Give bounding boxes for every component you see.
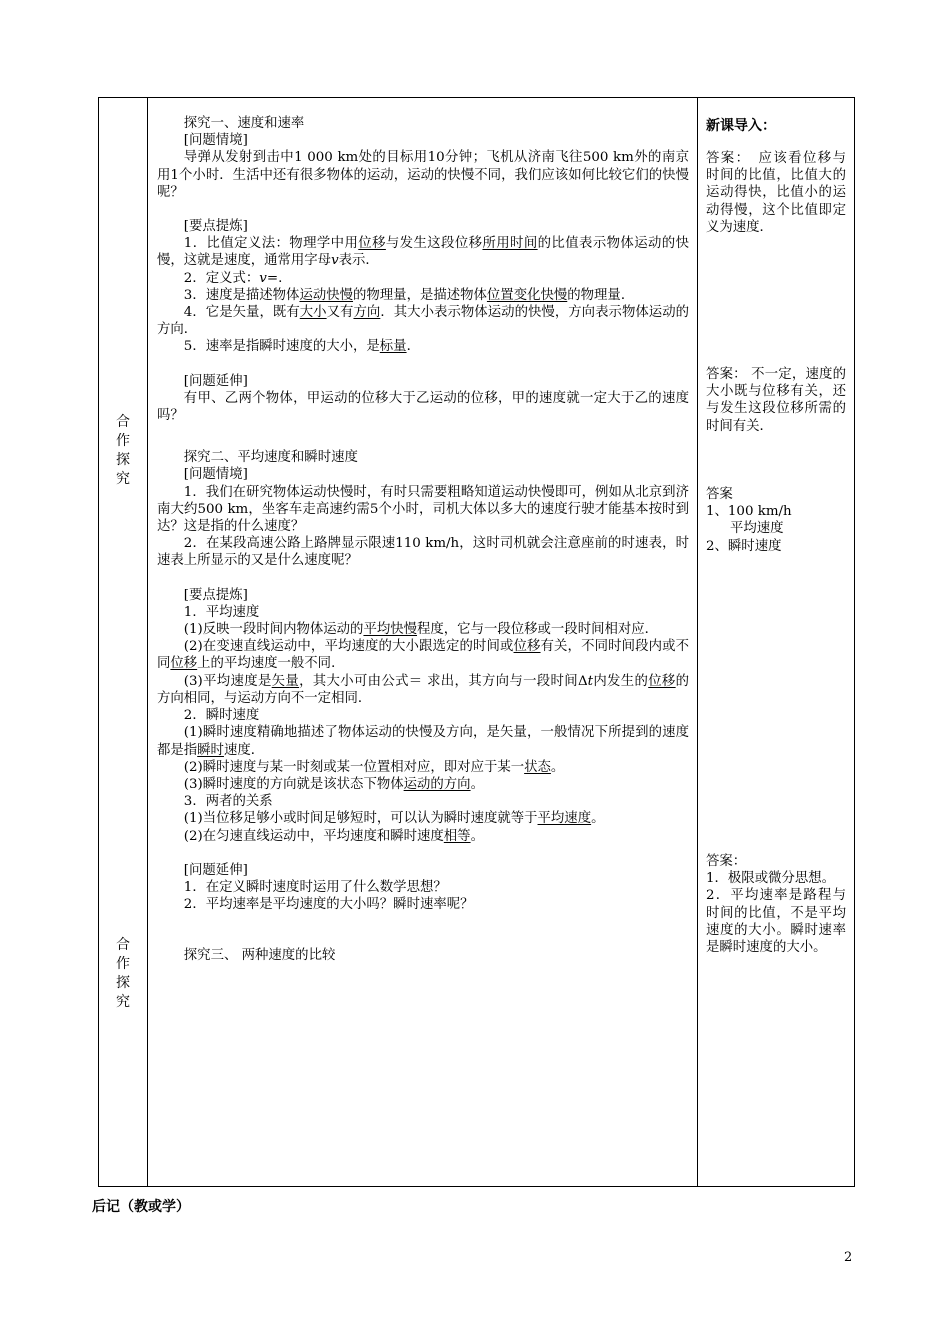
notes-intro: 新课导入： — [706, 118, 776, 134]
answer-4: 答案： 1．极限或微分思想。 2．平均速率是路程与时间的比值，不是平均速度的大小。瞬时速率是瞬时速度的大小。 — [706, 854, 846, 956]
paragraph: 1．我们在研究物体运动快慢时，有时只需要粗略知道运动快慢即可，例如从北京到济南大约500 km，坐客车走高速约需5个小时，司机大体以多大的速度行驶才能基本按时到达？这是指的什么速度？ — [157, 484, 689, 535]
subheading: [问题情境] — [183, 467, 248, 483]
section-title: 探究二、平均速度和瞬时速度 — [183, 450, 358, 466]
lesson-table — [98, 97, 855, 1187]
paragraph: 2．定义式：v=. — [183, 270, 283, 286]
paragraph: 导弹从发射到击中1 000 km处的目标用10分钟；飞机从济南飞往500 km外的南京用1个小时．生活中还有很多物体的运动，运动的快慢不同，我们应该如何比较它们的快慢呢？ — [157, 150, 689, 200]
paragraph: 4．它是矢量，既有大小又有方向．其大小表示物体运动的快慢，方向表示物体运动的方向． — [157, 305, 690, 338]
side-label-cooperative-inquiry: 合 作 探 究 — [116, 414, 130, 487]
section-title: 探究三、 两种速度的比较 — [183, 948, 336, 964]
postscript-label: 后记（教或学） — [92, 1199, 190, 1215]
page-number: 2 — [844, 1250, 853, 1265]
side-label-cooperative-inquiry-2: 合 作 探 究 — [116, 937, 130, 1010]
section-title: 探究一、速度和速率 — [183, 116, 305, 131]
paragraph: (3)瞬时速度的方向就是该状态下物体运动的方向。 — [183, 776, 484, 792]
paragraph: (1)当位移足够小或时间足够短时，可以认为瞬时速度就等于平均速度。 — [183, 811, 605, 827]
paragraph: 3．速度是描述物体运动快慢的物理量，是描述物体位置变化快慢的物理量． — [183, 287, 635, 303]
paragraph: (2)瞬时速度与某一时刻或某一位置相对应，即对应于某一状态。 — [183, 759, 565, 775]
column-divider — [697, 98, 698, 1186]
subheading: [要点提炼] — [183, 219, 248, 235]
paragraph: 5．速率是指瞬时速度的大小，是标量． — [183, 339, 420, 355]
subheading: [问题情境] — [183, 133, 248, 149]
paragraph: 有甲、乙两个物体，甲运动的位移大于乙运动的位移，甲的速度就一定大于乙的速度吗？ — [157, 390, 689, 424]
paragraph: (2)在匀速直线运动中，平均速度和瞬时速度相等。 — [183, 828, 484, 844]
paragraph: 2．平均速率是平均速度的大小吗？瞬时速率呢？ — [183, 897, 474, 913]
paragraph: (2)在变速直线运动中，平均速度的大小跟选定的时间或位移有关，不同时间段内或不同位移上的平均速度一般不同． — [157, 639, 690, 672]
answer-1: 答案： 应该看位移与时间的比值，比值大的运动得快，比值小的运动得慢，这个比值即定义为速度． — [706, 151, 846, 235]
subheading: 2．瞬时速度 — [183, 708, 260, 724]
paragraph: (1)反映一段时间内物体运动的平均快慢程度，它与一段位移或一段时间相对应． — [183, 622, 659, 638]
column-divider — [147, 98, 148, 1186]
subheading: [要点提炼] — [183, 587, 248, 603]
main-content — [157, 115, 689, 965]
subheading: [问题延伸] — [183, 862, 248, 878]
subheading: 3．两者的关系 — [183, 794, 273, 810]
paragraph: 1．比值定义法：物理学中用位移与发生这段位移所用时间的比值表示物体运动的快慢，这就是速度，通常用字母v表示． — [157, 236, 689, 269]
answer-3: 答案 1、100 km/h 平均速度 2、瞬时速度 — [706, 487, 792, 554]
paragraph: 2．在某段高速公路上路牌显示限速110 km/h，这时司机就会注意座前的时速表，时速表上所显示的又是什么速度呢？ — [157, 536, 689, 569]
subheading: [问题延伸] — [183, 373, 248, 389]
subheading: 1．平均速度 — [183, 604, 260, 620]
paragraph: 1．在定义瞬时速度时运用了什么数学思想？ — [183, 879, 447, 895]
paragraph: (3)平均速度是矢量，其大小可由公式＝ 求出，其方向与一段时间Δt内发生的位移的方向相同，与运动方向不一定相同． — [157, 673, 690, 706]
answer-2: 答案： 不一定，速度的大小既与位移有关，还与发生这段位移所需的时间有关． — [706, 367, 846, 434]
paragraph: (1)瞬时速度精确地描述了物体运动的快慢及方向，是矢量，一般情况下所提到的速度都是指瞬时速度． — [157, 725, 689, 758]
